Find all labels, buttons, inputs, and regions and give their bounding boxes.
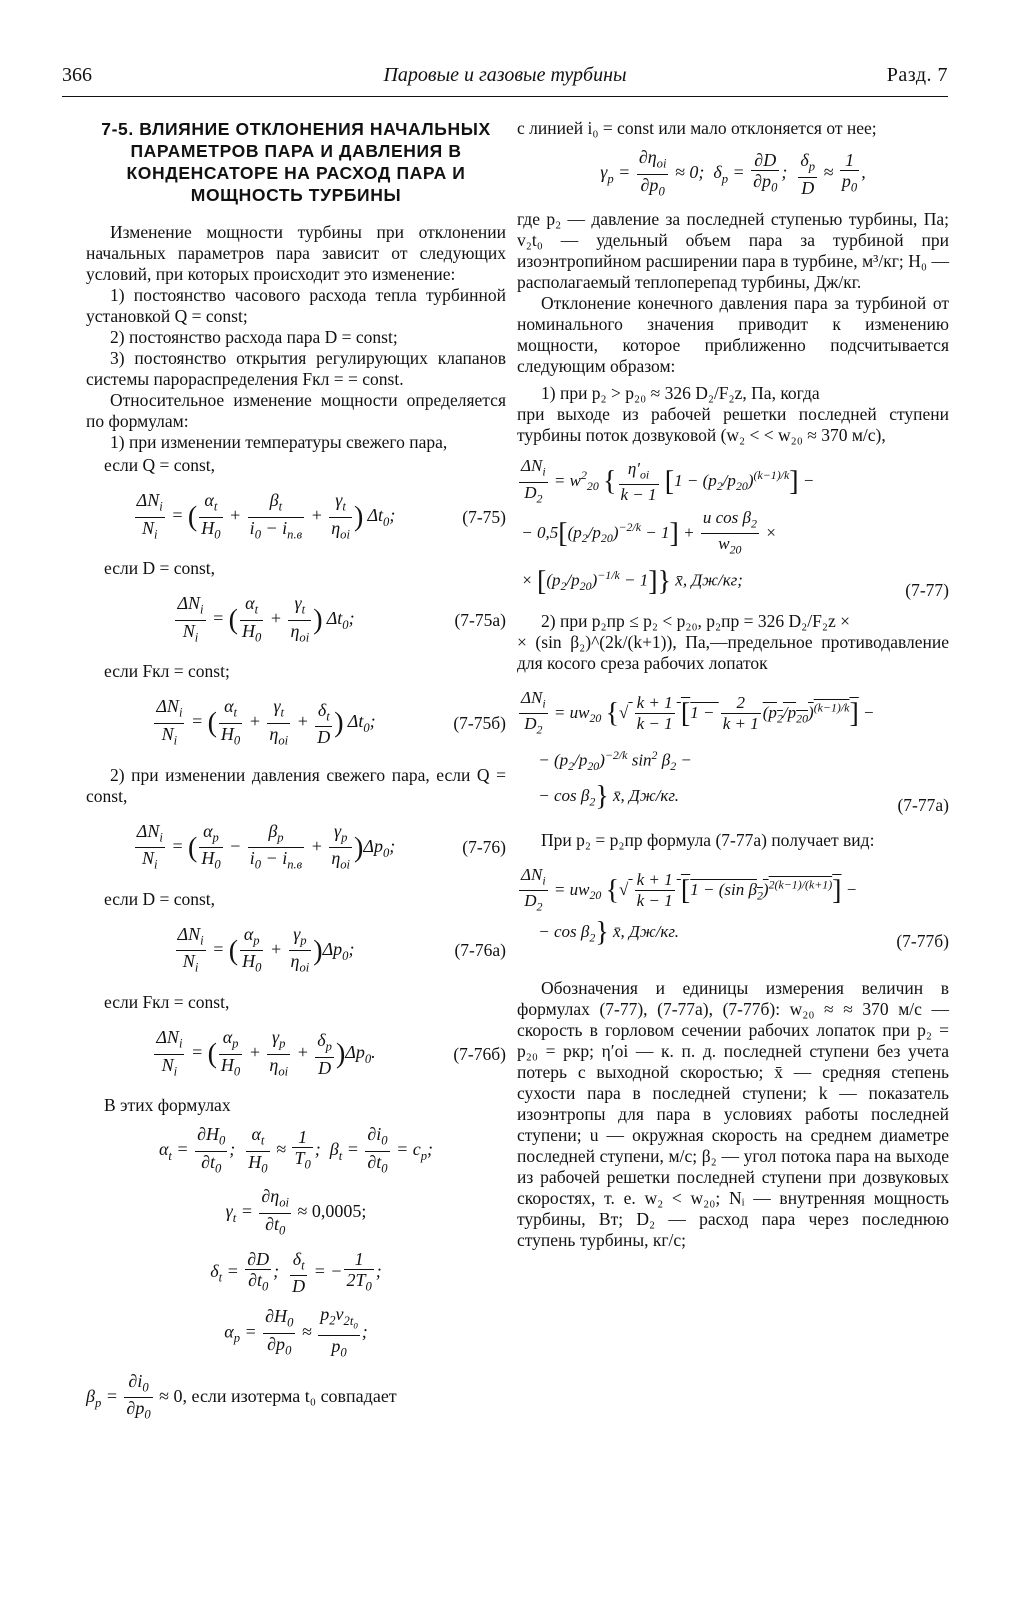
formula: $\frac{\Delta N_i}{D_2}$ = $w^2_{20}$ { $\frac{\eta'_{oi}}{k - 1}$ $[1 - (p_2/p_{20})^{(k-1)/k}]$ − − $0,5[(p_2/p_{20})^{-2/k} - 1]$ + $\frac{u \cos \beta_2}{w_{20}}$ × × $[(p_2/p_{20})^{-1/k} - 1]$} x̄, Дж/кг; bbox=[517, 456, 815, 597]
intro-paragraph: Изменение мощности турбины при отклонении начальных параметров пара зависит от следующих условий, при которых происходит это изменение: bbox=[86, 222, 506, 284]
case-2-text: × (sin β₂)^(2k/(k+1)), Па,—предельное противодавление для косого среза рабочих лопаток bbox=[517, 631, 949, 673]
formula: $\frac{\Delta N_i}{N_i}$ = ( $\frac{\alpha_p}{H_0}$ + $\frac{\gamma_p}{\eta_{oi}}$ + $\frac{\delta_p}{D}$ )$\Delta p_0$. bbox=[156, 1026, 376, 1079]
equation-7-77b bbox=[517, 865, 949, 952]
formula: $\frac{\Delta N_i}{D_2}$ = $uw_{20}$ {√ $\frac{k + 1}{k - 1}$ [1 − $\frac{2}{k + 1}$ $(p_2/p_{20})^{(k-1)/k}$] − − $(p_2/p_{20})^{-2/k}$ $\sin^2 \beta_2$ − − $\cos \beta_2$} x̄, Дж/кг. bbox=[517, 687, 875, 812]
definitions-gamma-delta-p: $\gamma_p$ = $\frac{\partial\eta_{oi}}{\partial p_0}$ ≈ 0; $\delta_p$ = $\frac{\partial D}{\partial p_0}$ ; $\frac{\delta_p}{D}$ ≈ $\frac{1}{p_0}$ , bbox=[600, 147, 866, 199]
if-f-const-1: если Fкл = const; bbox=[104, 661, 230, 682]
equation-7-76a bbox=[86, 924, 506, 978]
equation-7-77 bbox=[517, 456, 949, 601]
beta-p-tail: ≈ 0, если изотерма t₀ совпадает bbox=[159, 1386, 397, 1407]
definition-gamma-t: $\gamma_t$ = $\frac{\partial\eta_{oi}}{\partial t_0}$ ≈ 0,0005; bbox=[225, 1186, 367, 1238]
equation-number: (7-76а) bbox=[454, 940, 506, 961]
equation-number: (7-76) bbox=[462, 837, 506, 858]
item-pressure: 2) при изменении давления свежего пара, если Q = const, bbox=[86, 764, 506, 806]
case-2-condition: 2) при p₂пр ≤ p₂ < p₂₀, p₂пр = 326 D₂/F₂z × bbox=[541, 610, 850, 631]
formula: $\frac{\Delta N_i}{N_i}$ = ( $\frac{\alpha_t}{H_0}$ + $\frac{\gamma_t}{\eta_{oi}}$ + $\frac{\delta_t}{D}$ ) $\Delta t_0$; bbox=[156, 696, 376, 748]
formula: $\frac{\Delta N_i}{N_i}$ = ( $\frac{\alpha_p}{H_0}$ − $\frac{\beta_p}{i_0 - i_{п.в}}$ + $\frac{\gamma_p}{\eta_{oi}}$ )$\Delta p_0$; bbox=[136, 820, 396, 872]
equation-number: (7-76б) bbox=[453, 1043, 506, 1064]
equation-7-76 bbox=[86, 821, 506, 875]
page-number: 366 bbox=[62, 64, 92, 86]
relative-change-intro: Относительное изменение мощности определяется по формулам: bbox=[86, 390, 506, 431]
if-d-const-2: если D = const, bbox=[104, 888, 216, 909]
item-temperature: 1) при изменении температуры свежего пара, bbox=[110, 432, 448, 452]
formula: $\frac{\Delta N_i}{N_i}$ = ( $\frac{\alpha_p}{H_0}$ + $\frac{\gamma_p}{\eta_{oi}}$ )$\Delta p_0$; bbox=[177, 923, 355, 975]
running-title: Паровые и газовые турбины bbox=[383, 64, 627, 86]
definitions-alpha-beta: $\alpha_t$ = $\frac{\partial H_0}{\partial t_0}$ ; $\frac{\alpha_t}{H_0}$ ≈ $\frac{1}{T_0}$ ; $\beta_t$ = $\frac{\partial i_0}{\partial t_0}$ = $c_p$; bbox=[158, 1124, 434, 1176]
deviation-paragraph: Отклонение конечного давления пара за турбиной от номинального значения приводит к изменению мощности, которое приближенно подсчитывается следующим образом: bbox=[517, 293, 949, 377]
condition-3: 3) постоянство открытия регулирующих клапанов системы парораспределения Fкл = = const. bbox=[86, 348, 506, 389]
equation-number: (7-75а) bbox=[454, 609, 506, 630]
definition-beta-p: $\beta_p$ = $\frac{\partial i_0}{\partial p_0}$ ≈ 0, если изотерма t₀ совпадает bbox=[86, 1370, 397, 1422]
continuation-text: с линией i₀ = const или мало отклоняется от нее; bbox=[517, 118, 877, 138]
gamma-t-value: ≈ 0,0005; bbox=[297, 1201, 367, 1222]
if-d-const-1: если D = const, bbox=[104, 558, 216, 579]
section-label: Разд. 7 bbox=[886, 64, 948, 86]
equation-7-75 bbox=[86, 490, 506, 544]
if-q-const-1: если Q = const, bbox=[104, 455, 216, 475]
formula: $\frac{\Delta N_i}{N_i}$ = ( $\frac{\alpha_t}{H_0}$ + $\frac{\beta_t}{i_0 - i_{п.в}}$ + $\frac{\gamma_t}{\eta_{oi}}$ ) $\Delta t_0$; bbox=[136, 490, 396, 542]
equation-number: (7-75б) bbox=[453, 712, 506, 733]
equation-number: (7-77) bbox=[905, 579, 949, 600]
case-1-text: при выходе из рабочей решетки последней ступени турбины поток дозвуковой (w₂ < < w₂₀ ≈ 370 м/с), bbox=[517, 404, 949, 446]
equation-number: (7-77а) bbox=[897, 795, 949, 816]
equation-7-77a bbox=[517, 688, 949, 816]
formula: $\frac{\Delta N_i}{D_2}$ = $uw_{20}$ {√ $\frac{k + 1}{k - 1}$ [1 − (sin $\beta_2)^{2(k-1)/(k+1)}$] − − $\cos \beta_2$} x̄, Дж/кг. bbox=[517, 865, 858, 948]
formula: $\frac{\Delta N_i}{N_i}$ = ( $\frac{\alpha_t}{H_0}$ + $\frac{\gamma_t}{\eta_{oi}}$ ) $\Delta t_0$; bbox=[177, 593, 355, 645]
equation-7-75b bbox=[86, 696, 506, 750]
condition-1: 1) постоянство часового расхода тепла турбинной установкой Q = const; bbox=[86, 285, 506, 326]
definition-delta-t: $\delta_t$ = $\frac{\partial D}{\partial t_0}$ ; $\frac{\delta_t}{D}$ = − $\frac{1}{2T_0}$ ; bbox=[210, 1248, 382, 1297]
equation-7-76b bbox=[86, 1027, 506, 1081]
equation-number: (7-77б) bbox=[896, 931, 949, 952]
definition-alpha-p: $\alpha_p$ = $\frac{\partial H_0}{\partial p_0}$ ≈ $\frac{p_2v_{2t_0}}{p_0}$ ; bbox=[224, 1304, 368, 1360]
in-these-formulas: В этих формулах bbox=[104, 1095, 231, 1116]
notation-paragraph: Обозначения и единицы измерения величин в формулах (7-77), (7-77а), (7-77б): w₂₀ ≈ ≈ 370 м/с — скорость в горловом сечении рабочих лопаток при p₂ = p₂₀ = pкр; η′oi — к. п. д. последней ступени без учета потерь с выходной скоростью; x̄ — средняя степень сухости пара в последней ступени; k — показатель изоэнтропы для пара в условиях работы последней ступени; u — окружная скорость на среднем диаметре последней ступени, м/с; β₂ — угол потока пара на выходе из рабочей решетки последней ступени при дозвуковых скоростях, т. е. w₂ < w₂₀; Nᵢ — внутренняя мощность турбины, Вт; D₂ — расход пара через последнюю ступень турбины, кг/с; bbox=[517, 978, 949, 1251]
where-paragraph: где p₂ — давление за последней ступенью турбины, Па; v₂t₀ — удельный объем пара за турбиной при изоэнтропийном расширении пара в турбине, м³/кг; H₀ — располагаемый теплоперепад турбины, Дж/кг. bbox=[517, 209, 949, 293]
when-p2-text: При p₂ = p₂пр формула (7-77а) получает вид: bbox=[541, 830, 875, 851]
condition-2: 2) постоянство расхода пара D = const; bbox=[110, 327, 398, 347]
case-1-condition: 1) при p₂ > p₂₀ ≈ 326 D₂/F₂z, Па, когда bbox=[541, 383, 820, 404]
if-f-const-2: если Fкл = const, bbox=[104, 991, 230, 1012]
running-header bbox=[62, 62, 948, 97]
equation-number: (7-75) bbox=[462, 506, 506, 527]
section-heading: 7-5. ВЛИЯНИЕ ОТКЛОНЕНИЯ НАЧАЛЬНЫХ ПАРАМЕТРОВ ПАРА И ДАВЛЕНИЯ В КОНДЕНСАТОРЕ НА РАСХОД ПАРА И МОЩНОСТЬ ТУРБИНЫ bbox=[101, 119, 491, 205]
equation-7-75a bbox=[86, 593, 506, 647]
right-column bbox=[517, 118, 949, 1251]
left-column bbox=[86, 118, 506, 1433]
